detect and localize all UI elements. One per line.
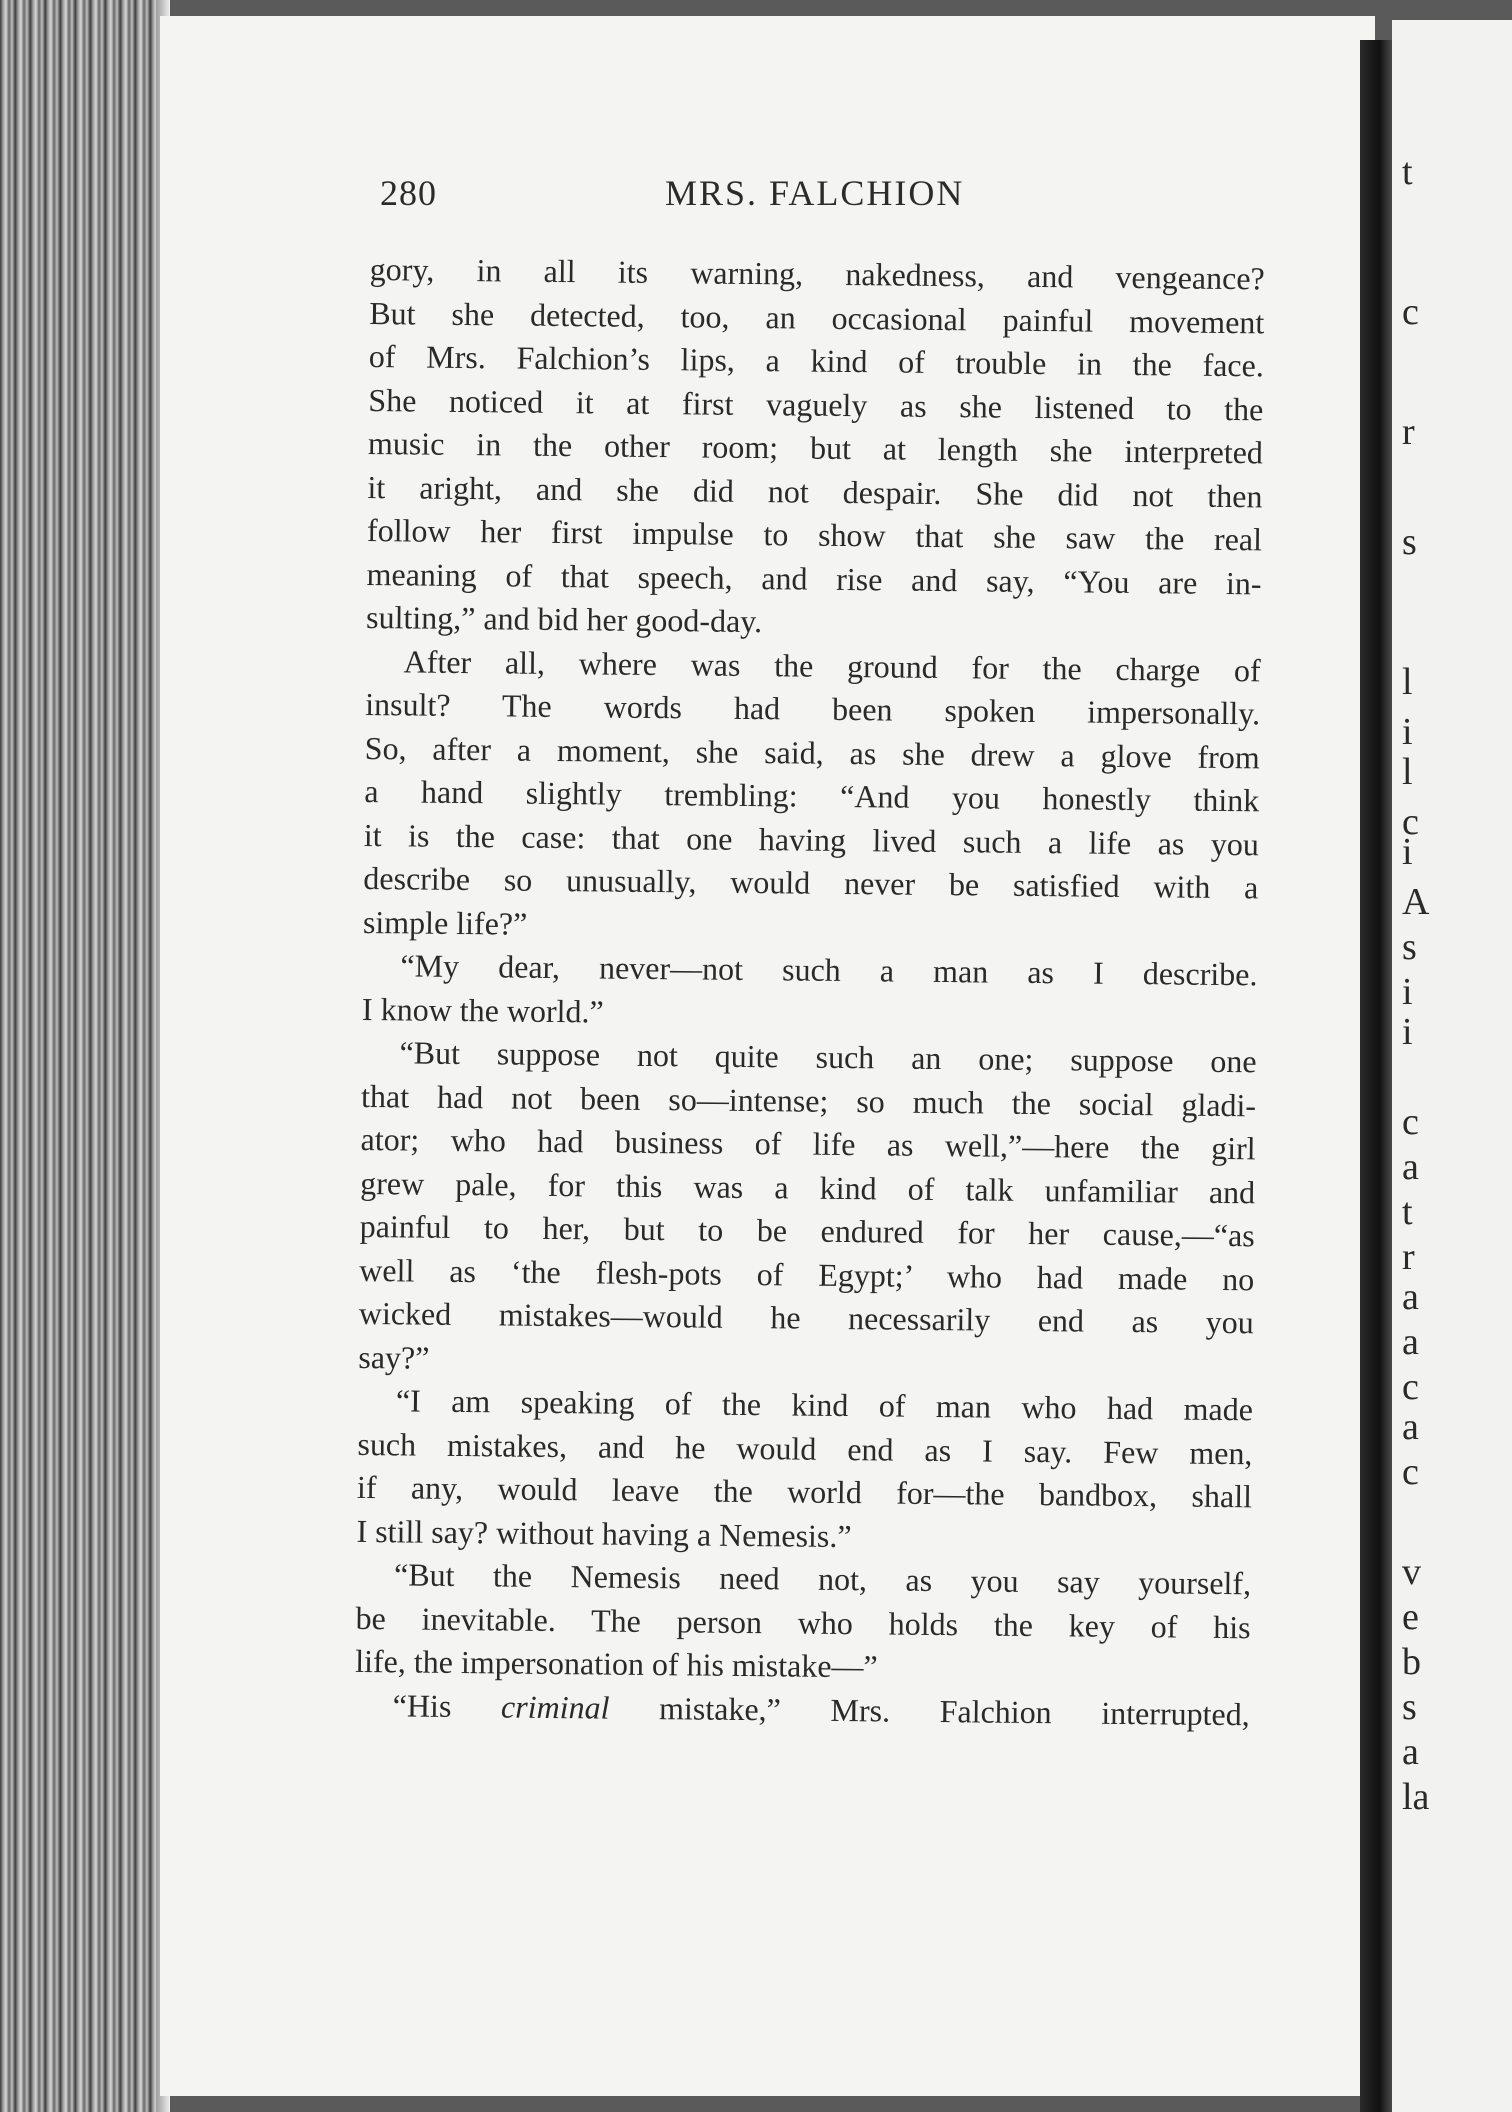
text-line: But she detected, too, an occasional painful movement bbox=[369, 294, 1265, 340]
running-head bbox=[380, 172, 1260, 222]
text-line: it is the case: that one having lived such a life as you bbox=[363, 816, 1259, 862]
adjacent-page-letter: v bbox=[1402, 1551, 1421, 1593]
adjacent-page-letter: c bbox=[1402, 291, 1419, 333]
text-line: insult? The words had been spoken impersonally. bbox=[365, 685, 1261, 732]
text-line: “But suppose not quite such an one; suppose one bbox=[399, 1034, 1257, 1080]
text-line: ator; who had business of life as well,”—here the girl bbox=[360, 1120, 1256, 1167]
adjacent-page-letter: a bbox=[1402, 1731, 1419, 1773]
adjacent-page-letter: la bbox=[1402, 1776, 1430, 1818]
text-line: So, after a moment, she said, as she drew a glove from bbox=[364, 729, 1260, 775]
adjacent-page-letter: s bbox=[1402, 926, 1417, 968]
adjacent-page-letter: i bbox=[1402, 711, 1413, 753]
text-line: music in the other room; but at length she interpreted bbox=[367, 424, 1264, 471]
text-line: describe so unusually, would never be satisfied with a bbox=[363, 859, 1259, 906]
text-line: gory, in all its warning, nakedness, and vengeance? bbox=[369, 250, 1265, 297]
adjacent-page-fragment bbox=[1392, 20, 1512, 2112]
adjacent-page-letter: t bbox=[1402, 1191, 1413, 1233]
text-line: a hand slightly trembling: “And you honestly think bbox=[364, 772, 1260, 819]
text-line: be inevitable. The person who holds the key of his bbox=[355, 1599, 1251, 1645]
text-line: say?” bbox=[358, 1338, 430, 1376]
text-line: I know the world.” bbox=[361, 990, 604, 1029]
adjacent-page-letter: e bbox=[1402, 1596, 1419, 1638]
page-number: 280 bbox=[380, 173, 437, 213]
text-line: simple life?” bbox=[362, 903, 528, 942]
adjacent-page-letter: A bbox=[1402, 881, 1430, 923]
adjacent-page-letter: r bbox=[1402, 1236, 1415, 1278]
text-line: life, the impersonation of his mistake—” bbox=[355, 1642, 878, 1685]
book-page-edges bbox=[0, 0, 170, 2112]
adjacent-page-letter: i bbox=[1402, 831, 1413, 873]
adjacent-page-letter: a bbox=[1402, 1406, 1419, 1448]
adjacent-page-letter: c bbox=[1402, 801, 1419, 843]
adjacent-page-letter: l bbox=[1402, 661, 1413, 703]
text-line: I still say? without having a Nemesis.” bbox=[356, 1512, 852, 1554]
text-line: “I am speaking of the kind of man who had made bbox=[395, 1382, 1254, 1428]
text-line: sulting,” and bid her good-day. bbox=[365, 598, 763, 640]
text-line: “My dear, never—not such a man as I describe. bbox=[400, 947, 1258, 993]
adjacent-page-letter: c bbox=[1402, 1101, 1419, 1143]
text-line: “But the Nemesis need not, as you say yourself, bbox=[393, 1556, 1252, 1602]
adjacent-page-letter: s bbox=[1402, 1686, 1417, 1728]
text-line: of Mrs. Falchion’s lips, a kind of trouble in the face. bbox=[368, 337, 1265, 384]
book-title: MRS. FALCHION bbox=[665, 173, 965, 213]
adjacent-page-letter: l bbox=[1402, 751, 1413, 793]
text-line: She noticed it at first vaguely as she listened to the bbox=[368, 381, 1264, 427]
adjacent-page-letter: c bbox=[1402, 1451, 1419, 1493]
adjacent-page-letter: i bbox=[1402, 1011, 1413, 1053]
text-line: grew pale, for this was a kind of talk unfamiliar and bbox=[360, 1164, 1256, 1210]
text-line: After all, where was the ground for the charge of bbox=[403, 642, 1261, 688]
text-line: follow her first impulse to show that she saw the real bbox=[366, 511, 1263, 558]
adjacent-page-letter: a bbox=[1402, 1146, 1419, 1188]
adjacent-page-letter: t bbox=[1402, 151, 1413, 193]
adjacent-page-letter: a bbox=[1402, 1321, 1419, 1363]
text-line: such mistakes, and he would end as I say. Few men, bbox=[357, 1425, 1253, 1471]
text-line: it aright, and she did not despair. She did not then bbox=[367, 468, 1263, 514]
text-line: if any, would leave the world for—the bandbox, shall bbox=[356, 1468, 1253, 1515]
adjacent-page-letter: b bbox=[1402, 1641, 1421, 1683]
adjacent-page-letter: r bbox=[1402, 411, 1415, 453]
text-line: “His criminal mistake,” Mrs. Falchion interrupted, bbox=[392, 1686, 1250, 1732]
adjacent-page-letter: c bbox=[1402, 1366, 1419, 1408]
adjacent-page-letter: i bbox=[1402, 971, 1413, 1013]
text-line: wicked mistakes—would he necessarily end as you bbox=[358, 1294, 1254, 1341]
text-line: meaning of that speech, and rise and say, “You are in- bbox=[366, 555, 1262, 601]
book-gutter-shadow bbox=[1360, 40, 1392, 2112]
text-line: well as ‘the flesh-pots of Egypt;’ who had made no bbox=[359, 1251, 1255, 1297]
body-text bbox=[355, 248, 1265, 1736]
adjacent-page-letter: a bbox=[1402, 1276, 1419, 1318]
adjacent-page-letter: s bbox=[1402, 521, 1417, 563]
text-line: that had not been so—intense; so much the social gladi- bbox=[360, 1077, 1257, 1123]
text-line: painful to her, but to be endured for her cause,—“as bbox=[359, 1207, 1255, 1254]
